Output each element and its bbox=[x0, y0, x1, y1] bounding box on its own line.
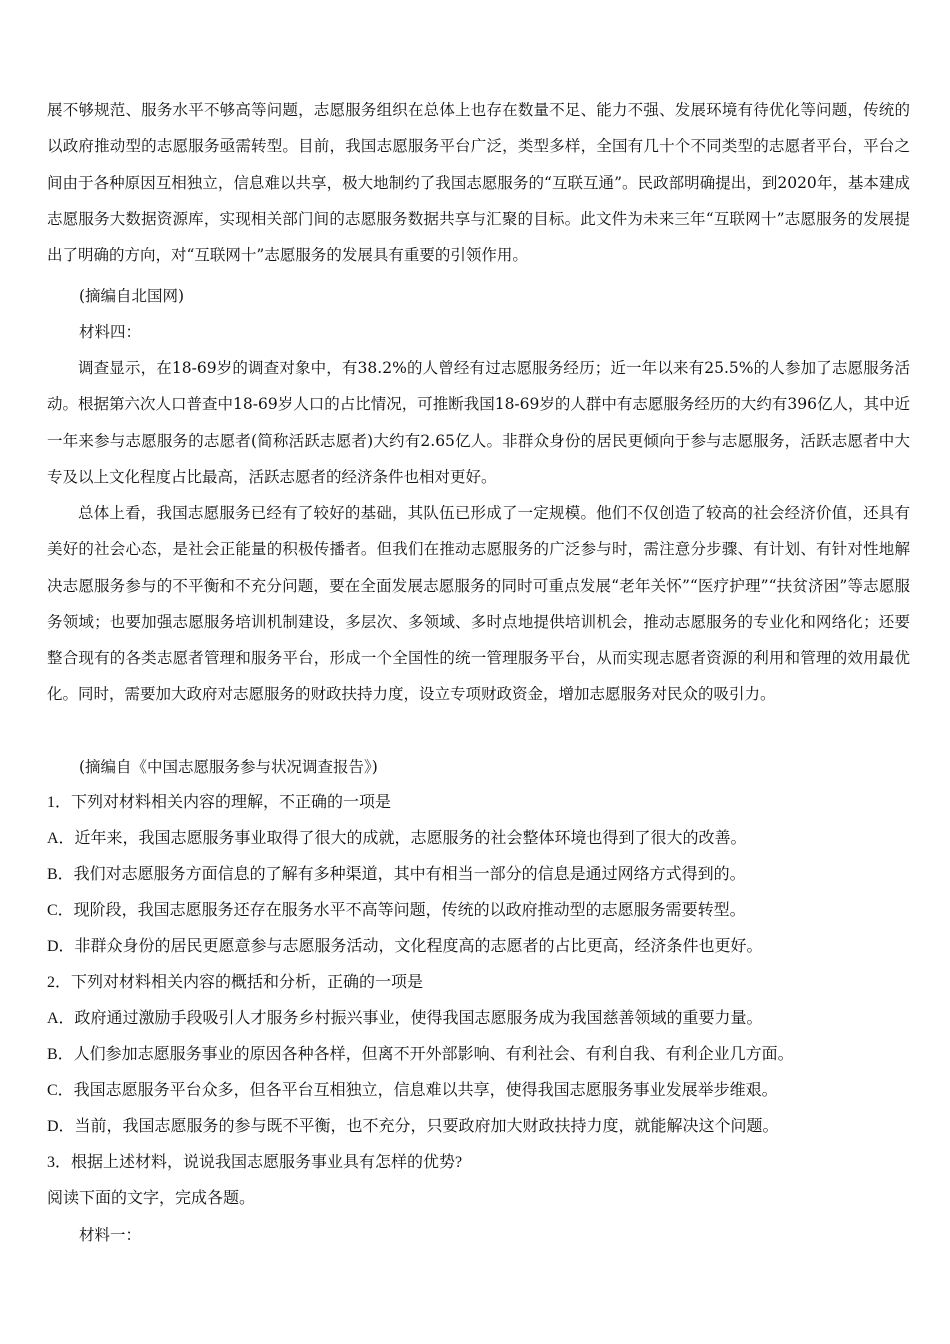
source-note-1: (摘编自北国网) bbox=[79, 287, 185, 305]
question-1-option-c: C．现阶段，我国志愿服务还存在服务水平不高等问题，传统的以政府推动型的志愿服务需要转型。 bbox=[47, 902, 746, 919]
paragraph-summary: 总体上看，我国志愿服务已经有了较好的基础，其队伍已形成了一定规模。他们不仅创造了较高的社会经济价值，还具有美好的社会心态，是社会正能量的积极传播者。但我们在推动志愿服务的广泛参与时，需注意分步骤、有计划、有针对性地解决志愿服务参与的不平衡和不充分问题，要在全面发展志愿服务的同时可重点发展“老年关怀”“医疗护理”“扶贫济困”等志愿服务领域；也要加强志愿服务培训机制建设，多层次、多领域、多时点地提供培训机会，推动志愿服务的专业化和网络化；还要整合现有的各类志愿者管理和服务平台，形成一个全国性的统一管理服务平台，从而实现志愿者资源的利用和管理的效用最优化。同时，需要加大政府对志愿服务的财政扶持力度，设立专项财政资金，增加志愿服务对民众的吸引力。 bbox=[47, 504, 910, 704]
question-2-option-a: A．政府通过激励手段吸引人才服务乡村振兴事业，使得我国志愿服务成为我国慈善领域的重要力量。 bbox=[47, 1010, 763, 1027]
question-1-stem: 1．下列对材料相关内容的理解，不正确的一项是 bbox=[47, 794, 392, 811]
question-2-option-d: D．当前，我国志愿服务的参与既不平衡，也不充分，只要政府加大财政扶持力度，就能解决这个问题。 bbox=[47, 1118, 779, 1135]
question-1-option-b: B．我们对志愿服务方面信息的了解有多种渠道，其中有相当一部分的信息是通过网络方式得到的。 bbox=[47, 866, 746, 883]
paragraph-continuation: 展不够规范、服务水平不够高等问题，志愿服务组织在总体上也存在数量不足、能力不强、发展环境有待优化等问题，传统的以政府推动型的志愿服务亟需转型。目前，我国志愿服务平台广泛，类型多样，全国有几十个不同类型的志愿者平台，平台之间由于各种原因互相独立，信息难以共享，极大地制约了我国志愿服务的“互联互通”。民政部明确提出，到2020年，基本建成志愿服务大数据资源库，实现相关部门间的志愿服务数据共享与汇聚的目标。此文件为未来三年“互联网十”志愿服务的发展提出了明确的方向，对“互联网十”志愿服务的发展具有重要的引领作用。 bbox=[47, 101, 910, 265]
question-2-option-c: C．我国志愿服务平台众多，但各平台互相独立，信息难以共享，使得我国志愿服务事业发展举步维艰。 bbox=[47, 1082, 778, 1099]
question-1-option-d: D．非群众身份的居民更愿意参与志愿服务活动，文化程度高的志愿者的占比更高，经济条件也更好。 bbox=[47, 938, 763, 955]
question-2-stem: 2．下列对材料相关内容的概括和分析，正确的一项是 bbox=[47, 974, 424, 991]
question-1-option-a: A．近年来，我国志愿服务事业取得了很大的成就，志愿服务的社会整体环境也得到了很大的改善。 bbox=[47, 830, 747, 847]
paragraph-survey: 调查显示，在18-69岁的调查对象中，有38.2%的人曾经有过志愿服务经历；近一年以来有25.5%的人参加了志愿服务活动。根据第六次人口普查中18-69岁人口的占比情况，可推断我国18-69岁的人群中有志愿服务经历的大约有396亿人，其中近一年来参与志愿服务的志愿者(简称活跃志愿者)大约有2.65亿人。非群众身份的居民更倾向于参与志愿服务，活跃志愿者中大专及以上文化程度占比最高，活跃志愿者的经济条件也相对更好。 bbox=[47, 359, 910, 486]
material-one-heading: 材料一： bbox=[79, 1226, 142, 1244]
question-2-option-b: B．人们参加志愿服务事业的原因各种各样，但离不开外部影响、有利社会、有利自我、有利企业几方面。 bbox=[47, 1046, 794, 1063]
material-four-heading: 材料四： bbox=[79, 323, 142, 341]
source-note-2: (摘编自《中国志愿服务参与状况调查报告》) bbox=[79, 758, 378, 776]
reading-instruction: 阅读下面的文字，完成各题。 bbox=[47, 1190, 256, 1207]
question-3-stem: 3．根据上述材料，说说我国志愿服务事业具有怎样的优势? bbox=[47, 1154, 463, 1171]
